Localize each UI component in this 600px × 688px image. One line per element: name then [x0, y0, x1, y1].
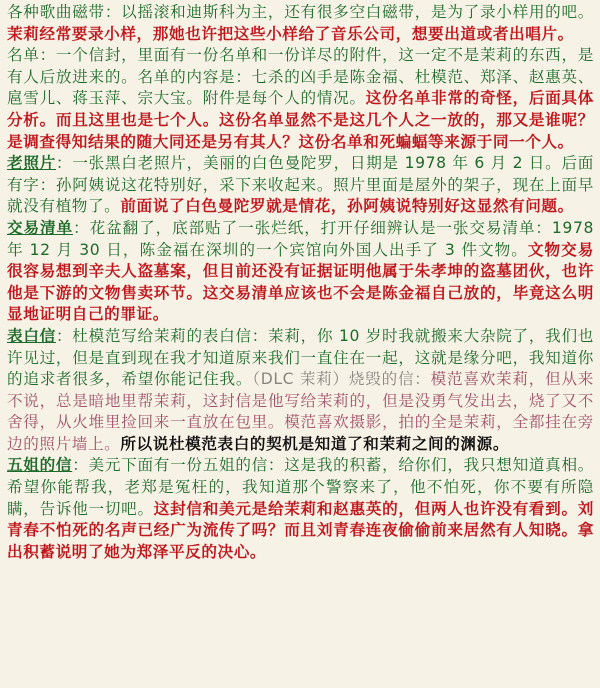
dlc-burned-letter-label: （DLC 茉莉）烧毁的信： [252, 370, 431, 389]
photo-analysis: 前面说了白色曼陀罗就是情花，孙阿姨说特别好这显然有问题。 [120, 197, 574, 216]
para-confession [7, 326, 594, 456]
photo-description: ：一张黑白老照片，美丽的白色曼陀罗，日期是 1978 年 6 月 2 日。后面有字：孙阿姨说这花特别好，采下来收起来。照片里面是屋外的架子，现在上面早就没有植物了。 [7, 154, 594, 216]
confession-description: ：杜模范写给茉莉的表白信：茉莉，你 10 岁时我就搬来大杂院了，我们也许见过，但是直到现在我才知道原来我们一直住在一起，这就是缘分吧，我知道你的追求者很多，希望你能记住我。 [7, 326, 594, 389]
fifthsister-label: 五姐的信 [7, 456, 73, 475]
tapes-analysis: 茉莉经常要录小样，那她也许把这些小样给了音乐公司，想要出道或者出唱片。 [7, 24, 574, 43]
dlc-burned-letter-text: 模范喜欢茉莉，但从来不说，总是暗地里帮茉莉，这封信是他写给茉莉的，但是没勇气发出去，烧了又不舍得，从火堆里捡回来一直放在包里。模范喜欢摄影，拍的全是茉莉，全都挂在旁边的照片墙上。 [7, 370, 594, 453]
fifthsister-analysis: 这封信和美元是给茉莉和赵惠英的，但两人也许没有看到。刘青春不怕死的名声已经广为流传了吗？而且刘青春连夜偷偷前来居然有人知晓。拿出积蓄说明了她为郑泽平反的决心。 [7, 499, 594, 561]
confession-analysis: 所以说杜模范表白的契机是知道了和茉莉之间的渊源。 [120, 434, 510, 453]
trade-analysis: 文物交易很容易想到辛夫人盗墓案，但目前还没有证据证明他属于朱孝坤的盗墓团伙，也许他是下游的文物售卖环节。这交易清单应该也不会是陈金福自己放的，毕竟这么明显地证明自己的罪证。 [7, 240, 594, 324]
trade-description: ：花盆翻了，底部贴了一张烂纸，打开仔细辨认是一张交易清单：1978 年 12 月 30 日，陈金福在深圳的一个宾馆向外国人出手了 3 件文物。 [7, 218, 594, 259]
para-namelist [7, 45, 594, 153]
tapes-description: 各种歌曲磁带：以摇滚和迪斯科为主，还有很多空白磁带，是为了录小样用的吧。 [7, 3, 594, 21]
fifthsister-description: ：美元下面有一份五姐的信：这是我的积蓄，给你们，我只想知道真相。希望你能帮我，老郑是冤枉的，我知道那个警察来了，他不怕死，你不要有所隐瞒，告诉他一切吧。 [7, 456, 594, 518]
namelist-description: 名单：一个信封，里面有一份名单和一份详尽的附件，这一定不是茉莉的东西，是有人后放进来的。名单的内容是：七杀的凶手是陈金福、杜模范、郑泽、赵惠英、扈雪儿、蒋玉萍、宗大宝。附件是每个人的情况。 [7, 46, 594, 108]
trade-label: 交易清单 [7, 218, 74, 237]
photo-label: 老照片 [7, 154, 56, 173]
para-photo [7, 153, 594, 218]
para-fifthsister [7, 455, 594, 563]
namelist-analysis: 这份名单非常的奇怪，后面具体分析。而且这里也是七个人。这份名单显然不是这几个人之一放的，那又是谁呢？是调查得知结果的随大同还是另有其人？这份名单和死蝙蝠等来源于同一个人。 [7, 89, 595, 151]
confession-label: 表白信 [7, 326, 56, 345]
para-tapes [7, 2, 594, 45]
para-trade [7, 218, 594, 326]
